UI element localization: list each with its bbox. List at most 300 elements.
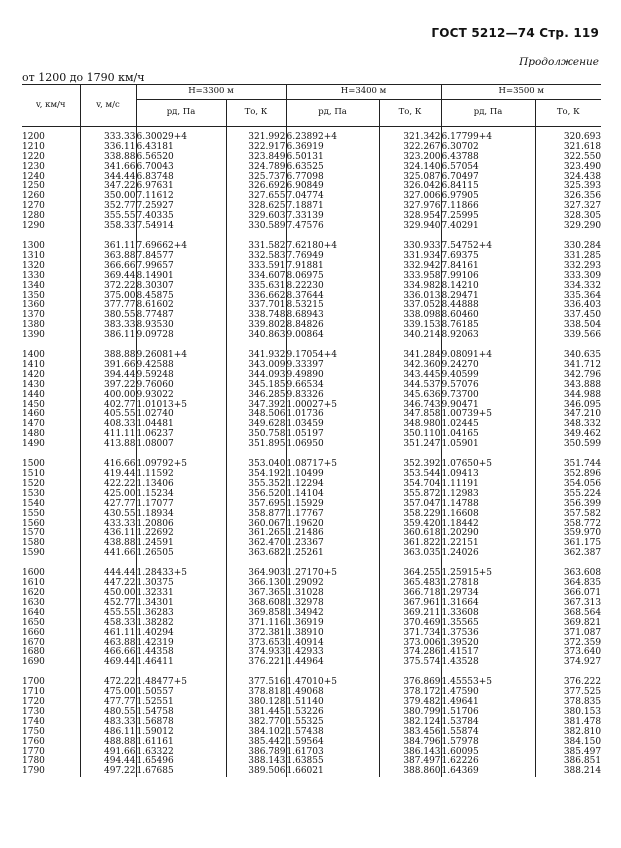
speed-kmh-cell: 1430 <box>22 379 45 390</box>
temperature-cell: 383.456 <box>379 728 441 738</box>
speed-kmh-cell: 1650 <box>22 617 45 628</box>
pressure-cell: 1.17077 <box>136 500 226 510</box>
speed-kmh-cell: 1320 <box>22 260 45 271</box>
speed-ms-cell: 344.44 <box>80 173 136 183</box>
temperature-cell: 325.737 <box>226 173 286 183</box>
speed-kmh-cell: 1460 <box>22 409 45 420</box>
speed-kmh-cell: 1740 <box>22 716 45 727</box>
temperature-cell: 362.387 <box>535 549 601 559</box>
table-row <box>22 549 601 559</box>
temperature-cell: 355.352 <box>226 480 286 490</box>
temperature-cell: 380.153 <box>535 708 601 718</box>
speed-ms-cell: 400.00 <box>80 391 136 401</box>
speed-ms-cell: 419.44 <box>80 470 136 480</box>
speed-kmh-cell: 1330 <box>22 270 45 281</box>
speed-kmh-cell: 1730 <box>22 706 45 717</box>
temperature-cell: 382.124 <box>379 718 441 728</box>
pressure-cell: 6.30702 <box>441 143 535 153</box>
temperature-cell: 361.265 <box>226 529 286 539</box>
pressure-cell: 6.56520 <box>136 153 226 163</box>
speed-kmh-cell: 1640 <box>22 607 45 618</box>
speed-ms-cell: 430.55 <box>80 510 136 520</box>
pressure-cell: 1.08717+5 <box>286 460 379 470</box>
speed-kmh-cell: 1450 <box>22 399 45 410</box>
temperature-cell: 351.895 <box>226 440 286 450</box>
pressure-cell: 1.46411 <box>136 658 226 668</box>
pressure-cell: 1.15929 <box>286 500 379 510</box>
temperature-cell: 355.872 <box>379 490 441 500</box>
pressure-cell: 1.42933 <box>286 648 379 658</box>
pressure-cell: 9.59248 <box>136 371 226 381</box>
temperature-cell: 353.040 <box>226 460 286 470</box>
temperature-cell: 377.525 <box>535 688 601 698</box>
speed-ms-cell: 372.22 <box>80 282 136 292</box>
speed-kmh-cell: 1400 <box>22 350 45 361</box>
speed-kmh-cell: 1750 <box>22 726 45 737</box>
pressure-cell: 9.09728 <box>136 331 226 341</box>
pressure-cell: 8.14210 <box>441 282 535 292</box>
speed-ms-cell: 341.66 <box>80 163 136 173</box>
pressure-cell: 1.22692 <box>136 529 226 539</box>
temperature-cell: 358.229 <box>379 510 441 520</box>
speed-kmh-cell: 1580 <box>22 538 45 549</box>
pressure-cell: 1.09792+5 <box>136 460 226 470</box>
speed-ms-cell: 375.00 <box>80 292 136 302</box>
pressure-cell: 1.40294 <box>136 629 226 639</box>
pressure-cell: 9.90471 <box>441 401 535 411</box>
temperature-cell: 325.393 <box>535 182 601 192</box>
speed-kmh-cell: 1610 <box>22 578 45 589</box>
temperature-cell: 367.961 <box>379 599 441 609</box>
temperature-cell: 386.143 <box>379 748 441 758</box>
atmosphere-table <box>22 84 601 777</box>
speed-ms-cell: 461.11 <box>80 629 136 639</box>
speed-ms-cell: 497.22 <box>80 767 136 777</box>
temperature-cell: 335.364 <box>535 292 601 302</box>
speed-ms-cell: 455.55 <box>80 609 136 619</box>
speed-kmh-cell: 1350 <box>22 290 45 301</box>
pressure-cell: 1.56878 <box>136 718 226 728</box>
temperature-cell: 347.210 <box>535 410 601 420</box>
temperature-cell: 367.313 <box>535 599 601 609</box>
col-header-v-kmh: v, км/ч <box>35 99 66 110</box>
pressure-cell: 8.45875 <box>136 292 226 302</box>
pressure-cell: 9.42588 <box>136 361 226 371</box>
temperature-cell: 350.110 <box>379 430 441 440</box>
speed-ms-cell: 366.66 <box>80 262 136 272</box>
pressure-cell: 6.90849 <box>286 182 379 192</box>
pressure-cell: 1.27818 <box>441 579 535 589</box>
pressure-cell: 1.52551 <box>136 698 226 708</box>
temperature-cell: 388.143 <box>226 757 286 767</box>
temperature-cell: 344.537 <box>379 381 441 391</box>
speed-kmh-cell: 1480 <box>22 429 45 440</box>
speed-kmh-cell: 1660 <box>22 627 45 638</box>
col-header-v-ms: v, м/с <box>80 85 136 127</box>
temperature-cell: 378.835 <box>535 698 601 708</box>
temperature-cell: 372.359 <box>535 639 601 649</box>
col-header-pressure: pд, Па <box>136 99 226 126</box>
pressure-cell: 1.00739+5 <box>441 410 535 420</box>
temperature-cell: 338.748 <box>226 311 286 321</box>
pressure-cell: 1.17767 <box>286 510 379 520</box>
pressure-cell: 9.17054+4 <box>286 351 379 361</box>
continuation-label: Продолжение <box>519 56 599 68</box>
temperature-cell: 336.403 <box>535 301 601 311</box>
temperature-cell: 337.052 <box>379 301 441 311</box>
pressure-cell: 1.60095 <box>441 748 535 758</box>
temperature-cell: 345.185 <box>226 381 286 391</box>
speed-ms-cell: 350.00 <box>80 192 136 202</box>
temperature-cell: 326.692 <box>226 182 286 192</box>
temperature-cell: 334.607 <box>226 272 286 282</box>
temperature-cell: 354.704 <box>379 480 441 490</box>
temperature-cell: 332.942 <box>379 262 441 272</box>
table-body <box>22 126 601 777</box>
temperature-cell: 342.360 <box>379 361 441 371</box>
speed-ms-cell: 363.88 <box>80 252 136 262</box>
temperature-cell: 335.631 <box>226 282 286 292</box>
temperature-cell: 322.917 <box>226 143 286 153</box>
pressure-cell: 1.05197 <box>286 430 379 440</box>
temperature-cell: 330.284 <box>535 242 601 252</box>
speed-ms-cell: 466.66 <box>80 648 136 658</box>
temperature-cell: 336.013 <box>379 292 441 302</box>
pressure-cell: 1.47590 <box>441 688 535 698</box>
pressure-cell: 1.53784 <box>441 718 535 728</box>
pressure-cell: 8.84826 <box>286 321 379 331</box>
pressure-cell: 1.35565 <box>441 619 535 629</box>
speed-kmh-cell: 1200 <box>22 131 45 142</box>
pressure-cell: 1.48477+5 <box>136 678 226 688</box>
speed-ms-cell: 469.44 <box>80 658 136 668</box>
pressure-cell: 9.49890 <box>286 371 379 381</box>
speed-kmh-cell: 1260 <box>22 191 45 202</box>
pressure-cell: 1.10499 <box>286 470 379 480</box>
pressure-cell: 6.30029+4 <box>136 126 226 142</box>
pressure-cell: 1.53226 <box>286 708 379 718</box>
temperature-cell: 333.309 <box>535 272 601 282</box>
pressure-cell: 1.54758 <box>136 708 226 718</box>
pressure-cell: 9.83326 <box>286 391 379 401</box>
temperature-cell: 328.305 <box>535 212 601 222</box>
pressure-cell: 7.11866 <box>441 202 535 212</box>
speed-ms-cell: 441.66 <box>80 549 136 559</box>
temperature-cell: 386.851 <box>535 757 601 767</box>
temperature-cell: 384.102 <box>226 728 286 738</box>
speed-ms-cell: 388.88 <box>80 351 136 361</box>
speed-ms-cell: 405.55 <box>80 410 136 420</box>
col-header-temperature: Tо, К <box>226 99 286 126</box>
pressure-cell: 1.61703 <box>286 748 379 758</box>
temperature-cell: 324.789 <box>226 163 286 173</box>
temperature-cell: 374.927 <box>535 658 601 668</box>
speed-kmh-cell: 1710 <box>22 687 45 698</box>
temperature-cell: 355.224 <box>535 490 601 500</box>
speed-ms-cell: 475.00 <box>80 688 136 698</box>
temperature-cell: 334.982 <box>379 282 441 292</box>
temperature-cell: 386.789 <box>226 748 286 758</box>
temperature-cell: 324.438 <box>535 173 601 183</box>
pressure-cell: 1.11592 <box>136 470 226 480</box>
col-header-pressure: pд, Па <box>441 99 535 126</box>
pressure-cell: 1.44964 <box>286 658 379 668</box>
pressure-cell: 1.59564 <box>286 738 379 748</box>
speed-kmh-cell: 1310 <box>22 250 45 261</box>
pressure-cell: 6.63525 <box>286 163 379 173</box>
pressure-cell: 9.57076 <box>441 381 535 391</box>
speed-ms-cell: 361.11 <box>80 242 136 252</box>
pressure-cell: 1.43528 <box>441 658 535 668</box>
pressure-cell: 1.64369 <box>441 767 535 777</box>
col-header-temperature: Tо, К <box>379 99 441 126</box>
temperature-cell: 362.470 <box>226 539 286 549</box>
speed-ms-cell: 347.22 <box>80 182 136 192</box>
pressure-cell: 8.60460 <box>441 311 535 321</box>
temperature-cell: 329.290 <box>535 222 601 232</box>
pressure-cell: 7.54914 <box>136 222 226 232</box>
temperature-cell: 321.992 <box>226 126 286 142</box>
pressure-cell: 1.25915+5 <box>441 569 535 579</box>
pressure-cell: 1.03459 <box>286 420 379 430</box>
pressure-cell: 1.36919 <box>286 619 379 629</box>
temperature-cell: 358.877 <box>226 510 286 520</box>
speed-kmh-cell: 1280 <box>22 211 45 222</box>
temperature-cell: 338.504 <box>535 321 601 331</box>
pressure-cell: 6.50131 <box>286 153 379 163</box>
temperature-cell: 364.255 <box>379 569 441 579</box>
temperature-cell: 380.799 <box>379 708 441 718</box>
temperature-cell: 380.128 <box>226 698 286 708</box>
speed-kmh-cell: 1670 <box>22 637 45 648</box>
speed-ms-cell: 483.33 <box>80 718 136 728</box>
pressure-cell: 9.08091+4 <box>441 351 535 361</box>
temperature-cell: 327.655 <box>226 192 286 202</box>
pressure-cell: 1.01013+5 <box>136 401 226 411</box>
temperature-cell: 327.327 <box>535 202 601 212</box>
speed-ms-cell: 488.88 <box>80 738 136 748</box>
table-row <box>22 282 601 292</box>
speed-ms-cell: 338.88 <box>80 153 136 163</box>
speed-ms-cell: 447.22 <box>80 579 136 589</box>
temperature-cell: 331.285 <box>535 252 601 262</box>
speed-kmh-cell: 1340 <box>22 280 45 291</box>
table-row <box>22 658 601 668</box>
temperature-cell: 346.743 <box>379 401 441 411</box>
pressure-cell: 6.70497 <box>441 173 535 183</box>
temperature-cell: 385.497 <box>535 748 601 758</box>
pressure-cell: 1.47010+5 <box>286 678 379 688</box>
temperature-cell: 322.550 <box>535 153 601 163</box>
speed-ms-cell: 383.33 <box>80 321 136 331</box>
pressure-cell: 1.04165 <box>441 430 535 440</box>
temperature-cell: 359.420 <box>379 520 441 530</box>
temperature-cell: 368.608 <box>226 599 286 609</box>
speed-kmh-cell: 1540 <box>22 498 45 509</box>
temperature-cell: 363.035 <box>379 549 441 559</box>
temperature-cell: 353.544 <box>379 470 441 480</box>
temperature-cell: 337.701 <box>226 301 286 311</box>
pressure-cell: 1.07650+5 <box>441 460 535 470</box>
pressure-cell: 1.00027+5 <box>286 401 379 411</box>
temperature-cell: 376.869 <box>379 678 441 688</box>
table-row <box>22 222 601 232</box>
temperature-cell: 321.618 <box>535 143 601 153</box>
temperature-cell: 357.582 <box>535 510 601 520</box>
temperature-cell: 382.810 <box>535 728 601 738</box>
pressure-cell: 1.34942 <box>286 609 379 619</box>
temperature-cell: 345.636 <box>379 391 441 401</box>
table-row <box>22 629 601 639</box>
temperature-cell: 374.286 <box>379 648 441 658</box>
pressure-cell: 6.57054 <box>441 163 535 173</box>
temperature-cell: 388.860 <box>379 767 441 777</box>
speed-ms-cell: 450.00 <box>80 589 136 599</box>
speed-kmh-cell: 1490 <box>22 439 45 450</box>
pressure-cell: 6.70043 <box>136 163 226 173</box>
temperature-cell: 352.392 <box>379 460 441 470</box>
speed-kmh-cell: 1550 <box>22 508 45 519</box>
temperature-cell: 381.445 <box>226 708 286 718</box>
pressure-cell: 1.31664 <box>441 599 535 609</box>
pressure-cell: 1.02445 <box>441 420 535 430</box>
pressure-cell: 1.14788 <box>441 500 535 510</box>
temperature-cell: 327.006 <box>379 192 441 202</box>
temperature-cell: 323.849 <box>226 153 286 163</box>
temperature-cell: 347.858 <box>379 410 441 420</box>
pressure-cell: 1.66021 <box>286 767 379 777</box>
temperature-cell: 348.980 <box>379 420 441 430</box>
speed-kmh-cell: 1380 <box>22 320 45 331</box>
pressure-cell: 7.33139 <box>286 212 379 222</box>
temperature-cell: 334.332 <box>535 282 601 292</box>
table-row <box>22 767 601 777</box>
pressure-cell: 7.11612 <box>136 192 226 202</box>
speed-kmh-cell: 1470 <box>22 419 45 430</box>
temperature-cell: 331.934 <box>379 252 441 262</box>
pressure-cell: 1.31028 <box>286 589 379 599</box>
temperature-cell: 387.497 <box>379 757 441 767</box>
temperature-cell: 360.067 <box>226 520 286 530</box>
temperature-cell: 346.095 <box>535 401 601 411</box>
pressure-cell: 1.22151 <box>441 539 535 549</box>
temperature-cell: 333.591 <box>226 262 286 272</box>
pressure-cell: 1.50557 <box>136 688 226 698</box>
pressure-cell: 8.14901 <box>136 272 226 282</box>
pressure-cell: 8.77487 <box>136 311 226 321</box>
group-header-h3400: H=3400 м <box>286 85 441 100</box>
pressure-cell: 9.93022 <box>136 391 226 401</box>
speed-ms-cell: 413.88 <box>80 440 136 450</box>
speed-kmh-cell: 1370 <box>22 310 45 321</box>
pressure-cell: 1.27170+5 <box>286 569 379 579</box>
pressure-cell: 1.06237 <box>136 430 226 440</box>
temperature-cell: 327.976 <box>379 202 441 212</box>
speed-ms-cell: 402.77 <box>80 401 136 411</box>
temperature-cell: 369.858 <box>226 609 286 619</box>
speed-kmh-cell: 1220 <box>22 151 45 162</box>
pressure-cell: 1.06950 <box>286 440 379 450</box>
temperature-cell: 360.618 <box>379 529 441 539</box>
pressure-cell: 1.34301 <box>136 599 226 609</box>
pressure-cell: 1.65496 <box>136 757 226 767</box>
pressure-cell: 8.29471 <box>441 292 535 302</box>
group-header-h3300: H=3300 м <box>136 85 286 100</box>
pressure-cell: 7.69662+4 <box>136 242 226 252</box>
pressure-cell: 7.18871 <box>286 202 379 212</box>
temperature-cell: 384.150 <box>535 738 601 748</box>
temperature-cell: 323.200 <box>379 153 441 163</box>
speed-kmh-cell: 1620 <box>22 587 45 598</box>
temperature-cell: 359.970 <box>535 529 601 539</box>
temperature-cell: 350.758 <box>226 430 286 440</box>
speed-kmh-cell: 1210 <box>22 141 45 152</box>
temperature-cell: 385.442 <box>226 738 286 748</box>
pressure-cell: 1.62226 <box>441 757 535 767</box>
pressure-cell: 1.37536 <box>441 629 535 639</box>
temperature-cell: 339.566 <box>535 331 601 341</box>
pressure-cell: 1.20290 <box>441 529 535 539</box>
speed-ms-cell: 436.11 <box>80 529 136 539</box>
col-header-temperature: Tо, К <box>535 99 601 126</box>
speed-ms-cell: 355.55 <box>80 212 136 222</box>
temperature-cell: 349.628 <box>226 420 286 430</box>
temperature-cell: 363.682 <box>226 549 286 559</box>
temperature-cell: 348.332 <box>535 420 601 430</box>
speed-ms-cell: 333.33 <box>80 126 136 142</box>
pressure-cell: 1.12294 <box>286 480 379 490</box>
temperature-cell: 363.608 <box>535 569 601 579</box>
temperature-cell: 321.342 <box>379 126 441 142</box>
temperature-cell: 388.214 <box>535 767 601 777</box>
temperature-cell: 336.662 <box>226 292 286 302</box>
pressure-cell: 9.33397 <box>286 361 379 371</box>
temperature-cell: 374.933 <box>226 648 286 658</box>
temperature-cell: 326.042 <box>379 182 441 192</box>
pressure-cell: 8.93530 <box>136 321 226 331</box>
pressure-cell: 1.08007 <box>136 440 226 450</box>
group-header-h3500: H=3500 м <box>441 85 601 100</box>
pressure-cell: 1.63855 <box>286 757 379 767</box>
pressure-cell: 1.23367 <box>286 539 379 549</box>
pressure-cell: 6.84115 <box>441 182 535 192</box>
pressure-cell: 1.28433+5 <box>136 569 226 579</box>
pressure-cell: 1.49641 <box>441 698 535 708</box>
pressure-cell: 6.97631 <box>136 182 226 192</box>
temperature-cell: 370.469 <box>379 619 441 629</box>
pressure-cell: 9.40599 <box>441 371 535 381</box>
pressure-cell: 7.99657 <box>136 262 226 272</box>
pressure-cell: 1.49068 <box>286 688 379 698</box>
speed-kmh-cell: 1360 <box>22 300 45 311</box>
pressure-cell: 1.13406 <box>136 480 226 490</box>
speed-kmh-cell: 1240 <box>22 171 45 182</box>
speed-ms-cell: 358.33 <box>80 222 136 232</box>
temperature-cell: 328.625 <box>226 202 286 212</box>
temperature-cell: 368.564 <box>535 609 601 619</box>
pressure-cell: 9.26081+4 <box>136 351 226 361</box>
speed-kmh-cell: 1290 <box>22 221 45 232</box>
temperature-cell: 340.635 <box>535 351 601 361</box>
pressure-cell: 8.61602 <box>136 301 226 311</box>
pressure-cell: 6.83748 <box>136 173 226 183</box>
temperature-cell: 354.056 <box>535 480 601 490</box>
pressure-cell: 9.00864 <box>286 331 379 341</box>
temperature-cell: 329.603 <box>226 212 286 222</box>
pressure-cell: 6.43181 <box>136 143 226 153</box>
table-row <box>22 440 601 450</box>
temperature-cell: 330.589 <box>226 222 286 232</box>
